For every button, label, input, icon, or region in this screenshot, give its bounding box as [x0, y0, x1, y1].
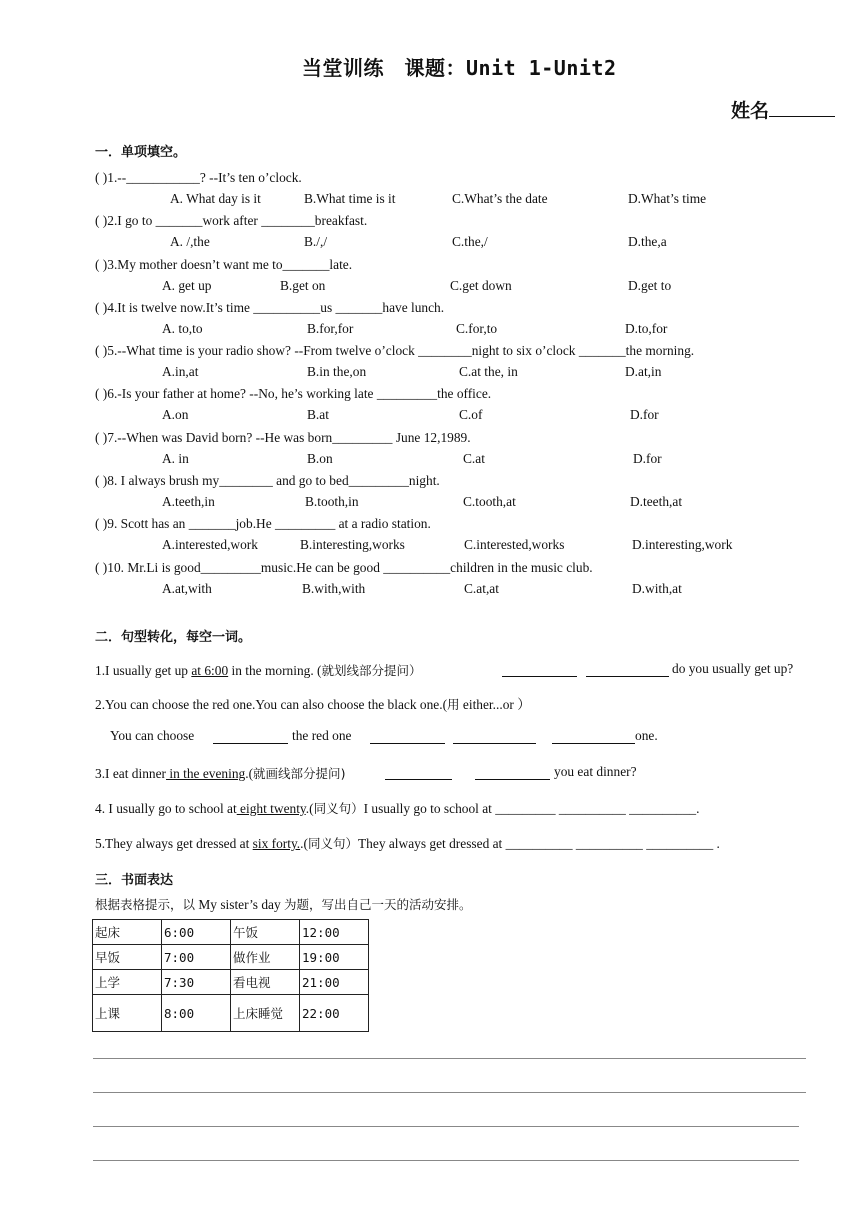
answer-option[interactable]: C.at	[463, 451, 485, 466]
q1-text: 1.I usually get up	[95, 663, 192, 678]
answer-option[interactable]: D.at,in	[625, 364, 662, 379]
answer-option[interactable]: A.teeth,in	[162, 494, 215, 509]
q3-text: 3.I eat dinner	[95, 766, 167, 781]
answer-option[interactable]: A. to,to	[162, 321, 203, 336]
question-stem: ( )8. I always brush my________ and go to bed_________night.	[95, 473, 440, 488]
q1-underlined: at 6:00	[191, 663, 229, 678]
answer-option[interactable]: B./,/	[304, 234, 328, 249]
schedule-cell: 8:00	[162, 995, 231, 1032]
transform-q2	[95, 694, 531, 713]
q2-rest: either...or ）	[459, 697, 531, 712]
question-stem: ( )1.--___________? --It’s ten o’clock.	[95, 170, 302, 185]
q4-text-2: .(	[305, 801, 314, 816]
writing-prompt	[95, 895, 472, 914]
schedule-cell: 上床睡觉	[231, 995, 300, 1032]
q4-tail: I usually go to school at _________ __________ __________.	[363, 801, 700, 816]
q2-blank-1[interactable]	[213, 730, 288, 744]
q2-instruction: 用	[447, 697, 460, 712]
q2-answer-mid: the red one	[292, 728, 352, 743]
answer-option[interactable]: D.with,at	[632, 581, 682, 596]
schedule-cell: 看电视	[231, 970, 300, 995]
prompt-cn-2: 为题，写出自己一天的活动安排。	[284, 897, 472, 912]
schedule-row	[93, 995, 369, 1032]
answer-option[interactable]: B.interesting,works	[300, 537, 405, 552]
q1-tail: do you usually get up?	[672, 661, 794, 676]
schedule-cell: 上课	[93, 995, 162, 1032]
question-stem: ( )4.It is twelve now.It’s time __________us _______have lunch.	[95, 300, 445, 315]
schedule-cell: 12:00	[300, 920, 369, 945]
schedule-cell: 午饭	[231, 920, 300, 945]
name-label-text: 姓名	[731, 100, 770, 122]
answer-option[interactable]: B.at	[307, 407, 329, 422]
schedule-row	[93, 920, 369, 945]
answer-option[interactable]: D.get to	[628, 278, 672, 293]
q3-blank-2[interactable]	[475, 766, 550, 780]
q2-blank-3[interactable]	[453, 730, 536, 744]
answer-option[interactable]: D.the,a	[628, 234, 667, 249]
answer-option[interactable]: A.in,at	[162, 364, 199, 379]
schedule-cell: 做作业	[231, 945, 300, 970]
section3-heading: 三．书面表达	[95, 873, 174, 888]
question-stem: ( )3.My mother doesn’t want me to_______late.	[95, 257, 353, 272]
q1-instruction: 就划线部分提问	[321, 663, 410, 678]
section1-heading: 一．单项填空。	[95, 145, 187, 160]
page-title: 当堂训练 课题：Unit 1-Unit2	[302, 56, 617, 80]
question-stem: ( )10. Mr.Li is good_________music.He can be good __________children in the music club.	[95, 560, 593, 575]
q1-blank-2[interactable]	[586, 663, 669, 677]
answer-option[interactable]: D.teeth,at	[630, 494, 683, 509]
question-stem: ( )5.--What time is your radio show? --From twelve o’clock ________night to six o’clock _______the morning.	[95, 343, 695, 358]
schedule-cell: 6:00	[162, 920, 231, 945]
answer-option[interactable]: A.on	[162, 407, 189, 422]
schedule-cell: 21:00	[300, 970, 369, 995]
answer-option[interactable]: C.the,/	[452, 234, 488, 249]
schedule-cell: 上学	[93, 970, 162, 995]
answer-option[interactable]: D.for	[630, 407, 659, 422]
answer-option[interactable]: D.What’s time	[628, 191, 707, 206]
schedule-cell: 早饭	[93, 945, 162, 970]
answer-option[interactable]: C.get down	[450, 278, 512, 293]
writing-line[interactable]	[93, 1058, 806, 1059]
q3-instruction: 就画线部分提问	[253, 766, 341, 781]
q5-close: ）	[345, 836, 358, 851]
answer-option[interactable]: A. What day is it	[170, 191, 261, 206]
q3-underlined: in the evening	[166, 766, 246, 781]
answer-option[interactable]: C.of	[459, 407, 483, 422]
answer-option[interactable]: B.in the,on	[307, 364, 367, 379]
name-blank[interactable]	[769, 103, 835, 117]
answer-option[interactable]: B.tooth,in	[305, 494, 359, 509]
schedule-table	[92, 919, 369, 1032]
writing-line[interactable]	[93, 1092, 806, 1093]
answer-option[interactable]: D.interesting,work	[632, 537, 733, 552]
answer-option[interactable]: A.at,with	[162, 581, 212, 596]
q4-underlined: eight twenty	[236, 801, 306, 816]
q5-underlined: six forty.	[252, 836, 301, 851]
q2-answer-end: one.	[635, 728, 658, 743]
section2-heading: 二．句型转化，每空一词。	[95, 630, 252, 645]
q1-close: ）	[409, 663, 422, 678]
transform-q1	[95, 661, 422, 679]
answer-option[interactable]: A. get up	[162, 278, 212, 293]
q1-text-2: in the morning. (	[228, 663, 322, 678]
answer-option[interactable]: B.What time is it	[304, 191, 396, 206]
answer-option[interactable]: B.with,with	[302, 581, 366, 596]
transform-q5	[95, 834, 720, 852]
answer-option[interactable]: D.to,for	[625, 321, 668, 336]
answer-option[interactable]: B.for,for	[307, 321, 354, 336]
schedule-row	[93, 945, 369, 970]
answer-option[interactable]: A. in	[162, 451, 189, 466]
schedule-cell: 7:00	[162, 945, 231, 970]
q3-close: )	[340, 766, 346, 781]
answer-option[interactable]: B.on	[307, 451, 333, 466]
q4-close: ）	[351, 801, 364, 816]
q1-blank-1[interactable]	[502, 663, 577, 677]
writing-line[interactable]	[93, 1160, 799, 1161]
q5-instruction: 同义句	[307, 836, 346, 851]
answer-option[interactable]: C.at the, in	[459, 364, 518, 379]
q3-blank-1[interactable]	[385, 766, 452, 780]
q3-tail: you eat dinner?	[554, 764, 637, 779]
answer-option[interactable]: C.tooth,at	[463, 494, 516, 509]
q2-answer-start: You can choose	[110, 728, 195, 743]
answer-option[interactable]: C.for,to	[456, 321, 498, 336]
answer-option[interactable]: A.interested,work	[162, 537, 258, 552]
q2-text: 2.You can choose the red one.You can also choose the black one.(	[95, 697, 448, 712]
transform-q4	[95, 799, 699, 817]
schedule-row	[93, 970, 369, 995]
question-stem: ( )7.--When was David born? --He was born_________ June 12,1989.	[95, 430, 471, 445]
writing-line[interactable]	[93, 1126, 799, 1127]
question-stem: ( )6.-Is your father at home? --No, he’s working late _________the office.	[95, 386, 492, 401]
q2-blank-2[interactable]	[370, 730, 445, 744]
q5-tail: They always get dressed at __________ __________ __________ .	[358, 836, 720, 851]
answer-option[interactable]: C.What’s the date	[452, 191, 548, 206]
q4-text: 4. I usually go to school at	[95, 801, 237, 816]
q5-text: 5.They always get dressed at	[95, 836, 253, 851]
q4-instruction: 同义句	[313, 801, 352, 816]
transform-q3	[95, 764, 345, 782]
question-stem: ( )2.I go to _______work after ________breakfast.	[95, 213, 368, 228]
q5-text-2: .(	[300, 836, 308, 851]
schedule-cell: 7:30	[162, 970, 231, 995]
answer-option[interactable]: C.interested,works	[464, 537, 565, 552]
schedule-cell: 19:00	[300, 945, 369, 970]
q2-blank-4[interactable]	[552, 730, 635, 744]
answer-option[interactable]: A. /,the	[170, 234, 210, 249]
answer-option[interactable]: D.for	[633, 451, 662, 466]
name-label	[731, 96, 835, 123]
prompt-cn-1: 根据表格提示，以	[95, 897, 196, 912]
q3-text-2: .(	[245, 766, 254, 781]
schedule-cell: 起床	[93, 920, 162, 945]
prompt-en: My sister’s day	[195, 897, 285, 912]
question-stem: ( )9. Scott has an _______job.He _________ at a radio station.	[95, 516, 431, 531]
answer-option[interactable]: C.at,at	[464, 581, 499, 596]
answer-option[interactable]: B.get on	[280, 278, 326, 293]
schedule-cell: 22:00	[300, 995, 369, 1032]
